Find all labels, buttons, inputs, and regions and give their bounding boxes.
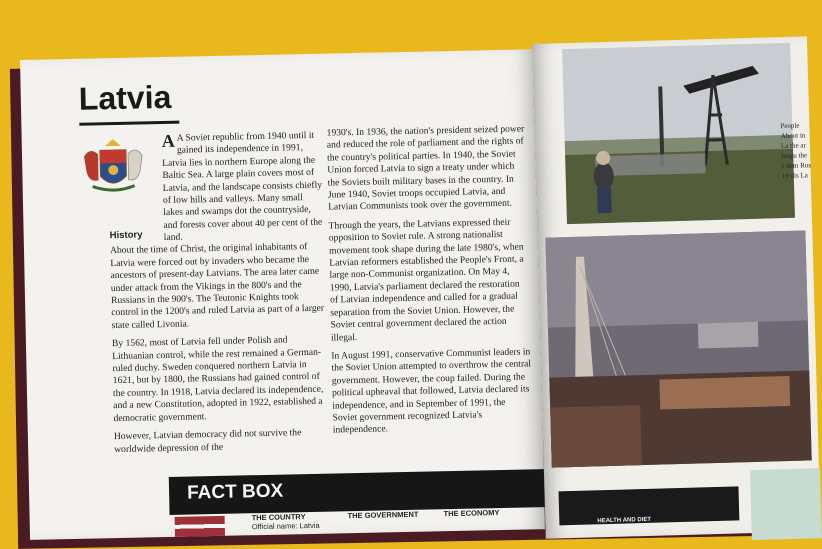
map-thumbnail <box>750 468 822 540</box>
latvia-flag-icon <box>175 516 225 537</box>
history-heading: History <box>109 229 143 242</box>
column2-paragraph-3: In August 1991, conservative Communist leaders in the Soviet Union attempted to overthrow the central government. However, the coup failed. During the political upheaval that followed, Latvia declared its independence, and in September of 1991, the Soviet government recognized Latvia's independence. <box>331 346 532 436</box>
fact-box-title: FACT BOX <box>186 480 284 504</box>
economy-heading: THE ECONOMY <box>443 508 500 519</box>
coat-of-arms-icon <box>78 135 149 198</box>
history-column <box>110 226 329 462</box>
left-page <box>20 49 545 540</box>
right-page <box>532 36 821 538</box>
history-paragraph-1: About the time of Christ, the original inhabitants of Latvia were forced out by invaders who became the ancestors of present-day Latvians. The area later came under attack from the Vikings in the 800's and the Russians in the 900's. The Teutonic Knights took control in the 1200's and ruled Latvia as part of a larger state called Livonia. <box>109 241 325 331</box>
official-name: Official name: Latvia <box>251 520 320 532</box>
history-paragraph-3: However, Latvian democracy did not survive the worldwide depression of the <box>113 427 302 455</box>
side-column-text: People About in La the ar langu the c dem Rus 19 dis La <box>780 121 812 181</box>
intro-paragraph: A Soviet republic from 1940 until it gained its independence in 1991, Latvia lies in northern Europe along the Baltic Sea. A large plain covers most of Latvia, and the landscape consists chiefly of low hills and valleys. Many small lakes and swamps dot the countryside, and forests cover about 40 per cent of the land. <box>162 129 323 244</box>
history-paragraph-2: By 1562, most of Latvia fell under Polish and Lithuanian control, while the rest remained a German-ruled duchy. Sweden conquered northern Latvia in 1621, but by 1800, the Russians had gained control of the country. In 1918, Latvia declared its independence, and a new Constitution, adopted in 1922, established a democratic government. <box>111 334 324 424</box>
oil-pump-photo <box>562 43 795 224</box>
riga-bridge-photo <box>545 230 811 467</box>
title-underline <box>79 121 179 126</box>
dropcap: A <box>161 130 175 152</box>
column2-paragraph-2: Through the years, the Latvians expressed their opposition to Soviet rule. A strong nationalist movement took shape during the late 1980's, when Latvian reformers established the People's Front, a large non-Communist organization. On May 4, 1990, Latvia's parliament declared the restoration of Latvian independence and called for a gradual separation from the Soviet Union. However, the Soviet central government declared the action illegal. <box>328 216 524 344</box>
government-heading: THE GOVERNMENT <box>347 509 419 521</box>
page-title: Latvia <box>78 78 172 117</box>
second-column <box>326 123 533 443</box>
health-diet-label: HEALTH AND DIET <box>597 516 652 525</box>
country-heading: THE COUNTRY <box>251 512 306 523</box>
column2-paragraph-1: 1930's. In 1936, the nation's president seized power and reduced the role of parliament and the rights of the country's political parties. In 1940, the Soviet Union forced Latvia to sign a treaty under which the Soviets built military bases in the country. In June 1940, Soviet troops occupied Latvia, and Latvian Communists took over the government. <box>326 123 525 214</box>
